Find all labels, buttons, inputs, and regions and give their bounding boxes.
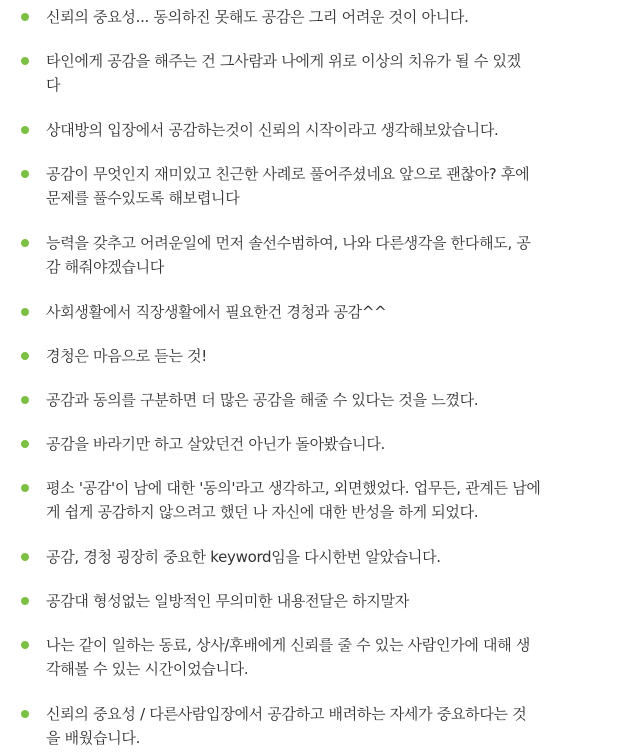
bullet-icon <box>21 13 29 21</box>
bullet-icon <box>21 239 29 247</box>
bullet-icon <box>21 641 29 649</box>
bullet-icon <box>21 440 29 448</box>
comment-text: 평소 '공감'이 남에 대한 '동의'라고 생각하고, 외면했었다. 업무든, 관계든 남에 게 쉽게 공감하지 않으려고 했던 나 자신에 대한 반성을 하게 되었다. <box>46 479 541 521</box>
bullet-icon <box>21 597 29 605</box>
bullet-icon <box>21 553 29 561</box>
comment-text: 신뢰의 중요성... 동의하진 못해도 공감은 그리 어려운 것이 아니다. <box>46 8 469 26</box>
comment-text: 상대방의 입장에서 공감하는것이 신뢰의 시작이라고 생각해보았습니다. <box>46 121 499 139</box>
bullet-icon <box>21 484 29 492</box>
comment-text: 나는 같이 일하는 동료, 상사/후배에게 신뢰를 줄 수 있는 사람인가에 대해 생 각해볼 수 있는 시간이었습니다. <box>46 636 531 678</box>
bullet-icon <box>21 352 29 360</box>
comment-text: 공감, 경청 굉장히 중요한 keyword임을 다시한번 알았습니다. <box>46 548 441 566</box>
comment-text: 공감대 형성없는 일방적인 무의미한 내용전달은 하지말자 <box>46 592 409 610</box>
comment-text: 공감을 바라기만 하고 살았던건 아닌가 돌아봤습니다. <box>46 435 385 453</box>
comment-text: 공감과 동의를 구분하면 더 많은 공감을 해줄 수 있다는 것을 느꼈다. <box>46 391 479 409</box>
comment-text: 공감이 무엇인지 재미있고 친근한 사례로 풀어주셨네요 앞으로 괜찮아? 후에 문제를 풀수있도록 해보렵니다 <box>46 165 530 207</box>
comment-text: 신뢰의 중요성 / 다른사람입장에서 공감하고 배려하는 자세가 중요하다는 것 을 배웠습니다. <box>46 705 527 747</box>
bullet-icon <box>21 308 29 316</box>
comment-text: 타인에게 공감을 해주는 건 그사람과 나에게 위로 이상의 치유가 될 수 있겠 다 <box>46 52 521 94</box>
comment-text: 사회생활에서 직장생활에서 필요한건 경청과 공감^^ <box>46 303 387 321</box>
bullet-icon <box>21 396 29 404</box>
bullet-icon <box>21 126 29 134</box>
bullet-icon <box>21 57 29 65</box>
comment-text: 능력을 갖추고 어려운일에 먼저 솔선수범하여, 나와 다른생각을 한다해도, 공 감 해줘야겠습니다 <box>46 234 531 276</box>
bullet-icon <box>21 710 29 718</box>
comment-text: 경청은 마음으로 듣는 것! <box>46 347 208 365</box>
bullet-icon <box>21 170 29 178</box>
